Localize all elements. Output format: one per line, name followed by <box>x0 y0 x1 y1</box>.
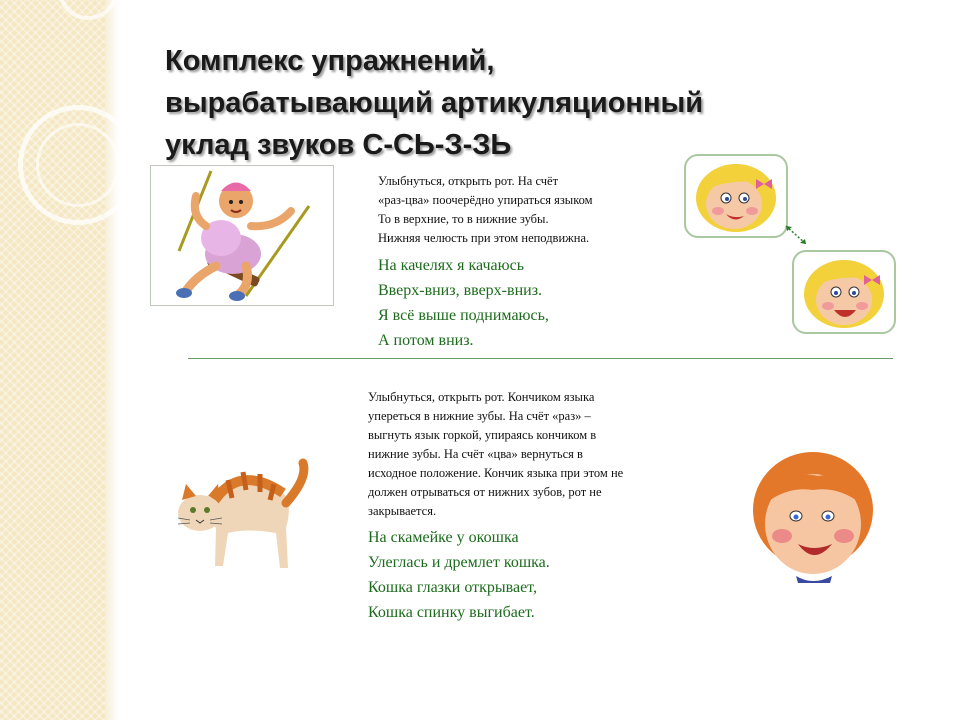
instruction-line: закрывается. <box>368 504 437 518</box>
rhyme-line: Улеглась и дремлет кошка. <box>368 554 550 571</box>
girl-face-top <box>684 154 788 238</box>
instruction-line: должен отрываться от нижних зубов, рот не <box>368 485 602 499</box>
arched-cat-icon <box>168 458 328 578</box>
girl-face-bottom <box>792 250 896 334</box>
rhyme-line: На скамейке у окошка <box>368 529 519 546</box>
child-on-swing-icon <box>151 166 333 305</box>
swing-illustration <box>150 165 334 306</box>
title-line-3: уклад звуков С-СЬ-З-ЗЬ <box>165 129 512 161</box>
boy-face-icon <box>748 448 878 588</box>
instruction-line: Улыбнуться, открыть рот. На счёт <box>378 174 559 188</box>
instruction-line: Нижняя челюсть при этом неподвижна. <box>378 231 590 245</box>
exercise-1 <box>378 172 593 353</box>
instruction-line: выгнуть язык горкой, упираясь кончиком в <box>368 428 597 442</box>
section-divider <box>188 358 893 359</box>
arrow-between-faces <box>782 222 810 253</box>
instruction-line: нижние зубы. На счёт «цва» вернуться в <box>368 447 583 461</box>
instruction-line: исходное положение. Кончик языка при этом не <box>368 466 624 480</box>
rhyme-line: Вверх-вниз, вверх-вниз. <box>378 282 543 299</box>
decorative-circle-inner <box>36 123 120 207</box>
title-line-1: Комплекс упражнений, <box>165 45 495 77</box>
instruction-line: Улыбнуться, открыть рот. Кончиком языка <box>368 390 595 404</box>
slide-title <box>165 40 905 166</box>
rhyme-line: Кошка глазки открывает, <box>368 579 537 596</box>
girl-face-icon <box>794 252 894 332</box>
instruction-line: То в верхние, то в нижние зубы. <box>378 212 549 226</box>
cat-illustration <box>168 458 328 583</box>
rhyme-line: А потом вниз. <box>378 332 474 349</box>
exercise-2 <box>368 388 623 625</box>
rhyme-line: Кошка спинку выгибает. <box>368 604 535 621</box>
title-line-2: вырабатывающий артикуляционный <box>165 87 704 119</box>
rhyme-line: На качелях я качаюсь <box>378 257 524 274</box>
rhyme-line: Я всё выше поднимаюсь, <box>378 307 549 324</box>
girl-face-icon <box>686 156 786 236</box>
strip-shadow <box>105 0 119 720</box>
instruction-line: «раз-цва» поочерёдно упираться языком <box>378 193 593 207</box>
instruction-line: упереться в нижние зубы. На счёт «раз» – <box>368 409 591 423</box>
boy-face-illustration <box>748 448 878 593</box>
